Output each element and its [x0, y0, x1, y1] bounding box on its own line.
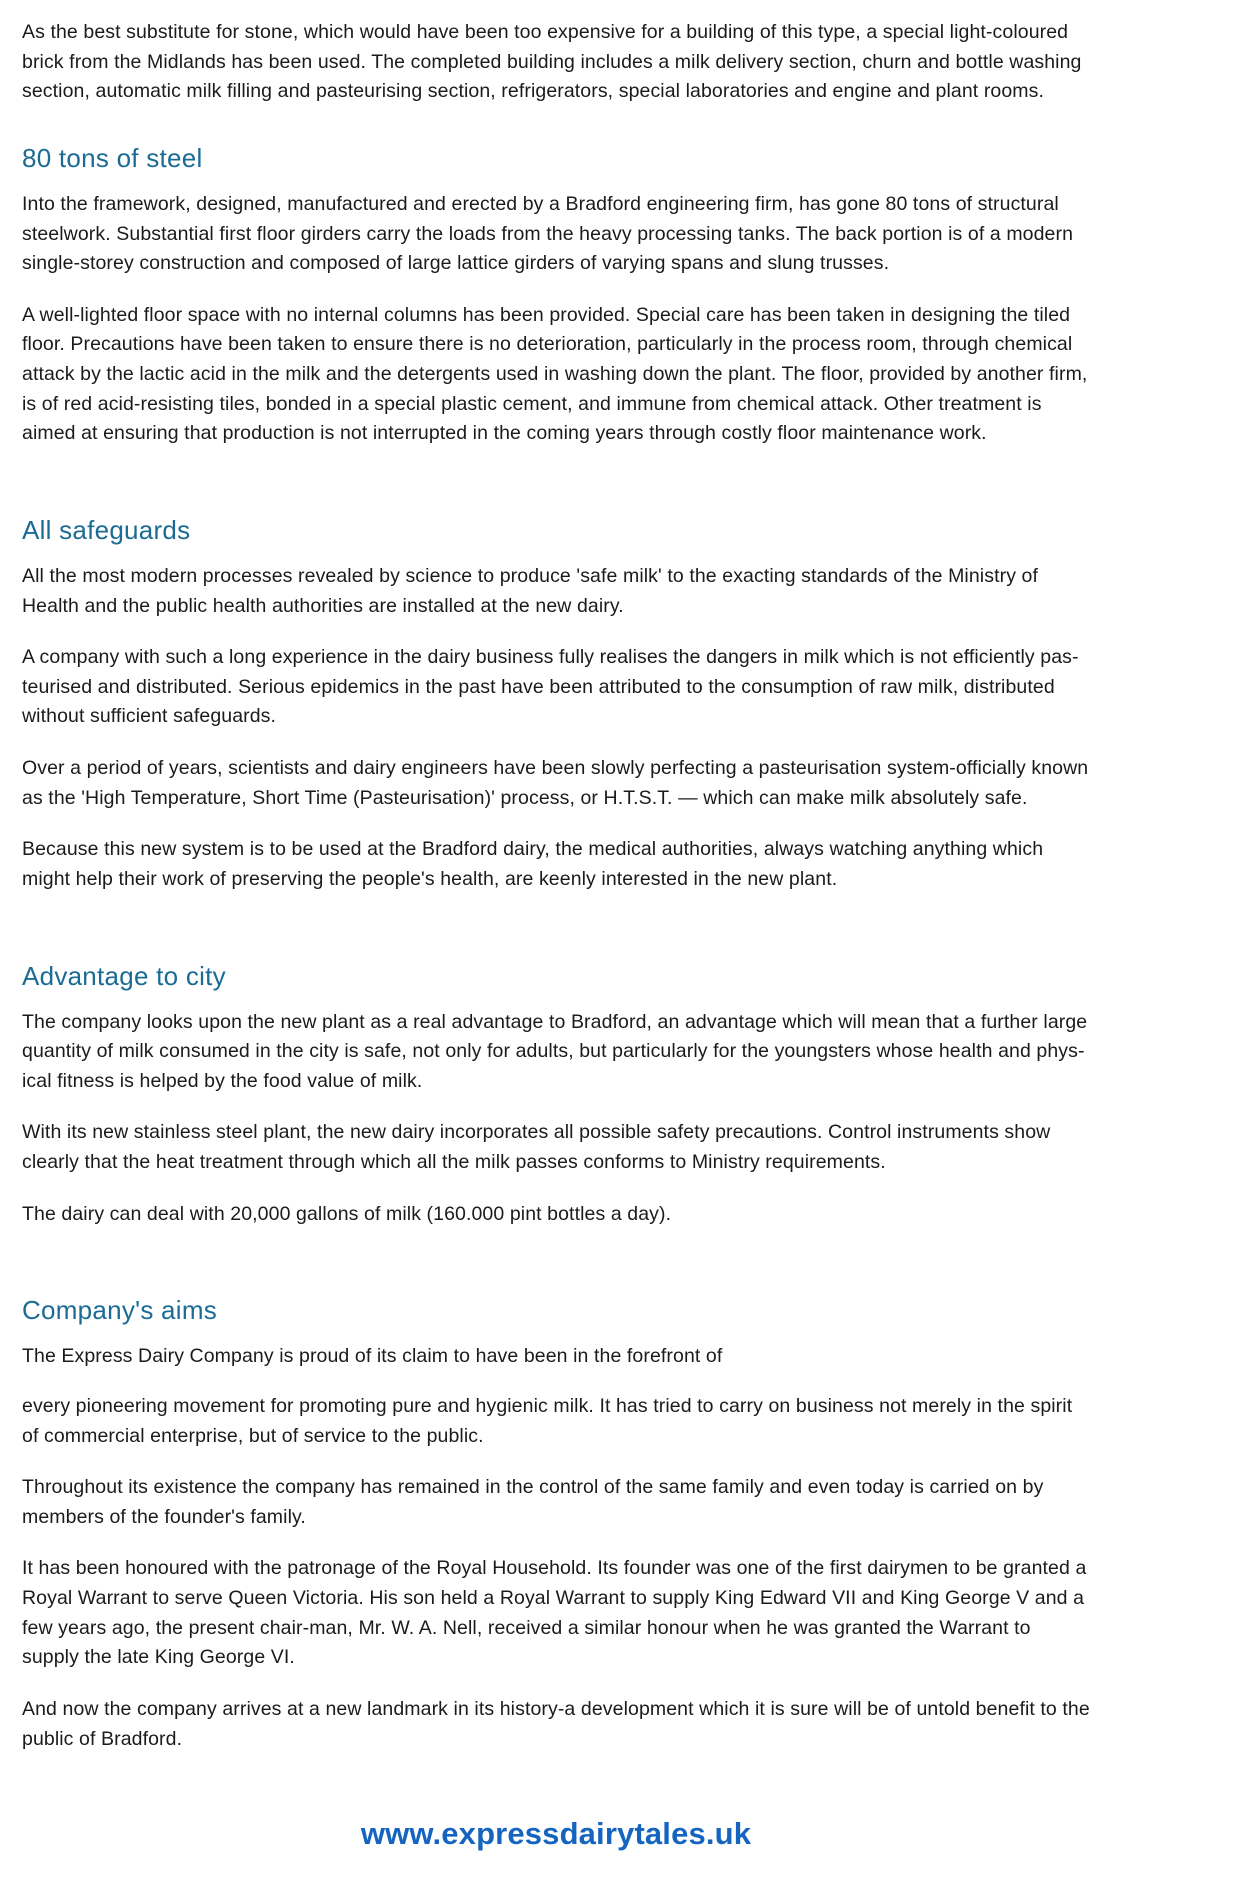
- advantage-paragraph-3: The dairy can deal with 20,000 gallons of milk (160.000 pint bottles a day).: [22, 1202, 672, 1225]
- aims-paragraph-3: Throughout its existence the company has remained in the control of the same family and even today is carried on by members of the founder's family.: [22, 1476, 1044, 1528]
- website-footer-link[interactable]: www.expressdairytales.uk: [360, 1816, 752, 1852]
- heading-all-safeguards: All safeguards: [22, 514, 191, 545]
- advantage-paragraph-2: With its new stainless steel plant, the new dairy incorporates all possible safety precautions. Control instruments show clearly that the heat treatment through which all the milk passes conforms to Ministry requirements.: [22, 1121, 1051, 1173]
- heading-companys-aims: Company's aims: [22, 1295, 217, 1326]
- aims-paragraph-2: every pioneering movement for promoting pure and hygienic milk. It has tried to carry on business not merely in the spirit of commercial enterprise, but of service to the public.: [22, 1394, 1073, 1447]
- section-spacer: [22, 471, 1090, 481]
- section-spacer: [22, 1251, 1090, 1261]
- steel-paragraph-2: A well-lighted floor space with no internal columns has been provided. Special care has been taken in designing the tiled floor. Precautions have been taken to ensure there is no deterioration, particularly in the process room, through chemical attack by the lactic acid in the milk and the detergents used in washing down the plant. The floor, provided by another firm, is of red acid-resisting tiles, bonded in a special plastic cement, and immune from chemical attack. Other treatment is aimed at ensuring that production is not interrupted in the coming years through costly floor maintenance work.: [22, 303, 1088, 445]
- intro-paragraph: As the best substitute for stone, which would have been too expensive for a building of this type, a special light-coloured brick from the Midlands has been used. The completed building includes a milk delivery section, churn and bottle washing section, automatic milk filling and pasteurising section, refrigerators, special laboratories and engine and plant rooms.: [22, 21, 1082, 103]
- safeguards-paragraph-3: Over a period of years, scientists and dairy engineers have been slowly perfecting a pasteurisation system-officially known as the 'High Temperature, Short Time (Pasteurisation)' process, or H.T.S.T. — which can make milk absolutely safe.: [22, 757, 1089, 809]
- heading-advantage-to-city: Advantage to city: [22, 960, 226, 991]
- section-spacer: [22, 917, 1090, 927]
- aims-paragraph-1: The Express Dairy Company is proud of its claim to have been in the forefront of: [22, 1345, 723, 1368]
- aims-paragraph-5: And now the company arrives at a new landmark in its history-a development which it is sure will be of untold benefit to the public of Bradford.: [22, 1697, 1090, 1750]
- aims-paragraph-4: It has been honoured with the patronage of the Royal Household. Its founder was one of the first dairymen to be granted a Royal Warrant to serve Queen Victoria. His son held a Royal Warrant to supply King Edward VII and King George V and a few years ago, the present chair-man, Mr. W. A. Nell, received a similar honour when he was granted the Warrant to supply the late King George VI.: [22, 1557, 1087, 1669]
- advantage-paragraph-1: The company looks upon the new plant as a real advantage to Bradford, an advantage which will mean that a further large quantity of milk consumed in the city is safe, not only for adults, but particularly for the youngsters whose health and phys-ical fitness is helped by the food value of milk.: [22, 1010, 1088, 1092]
- safeguards-paragraph-2: A company with such a long experience in the dairy business fully realises the dangers in milk which is not efficiently pas-teurised and distributed. Serious epidemics in the past have been attributed to the consumption of raw milk, distributed without sufficient safeguards.: [22, 646, 1079, 728]
- heading-80-tons-of-steel: 80 tons of steel: [22, 142, 203, 173]
- steel-paragraph-1: Into the framework, designed, manufactured and erected by a Bradford engineering firm, has gone 80 tons of structural steelwork. Substantial first floor girders carry the loads from the heavy processing tanks. The back portion is of a modern single-storey construction and composed of large lattice girders of varying spans and slung trusses.: [22, 192, 1074, 275]
- safeguards-paragraph-4: Because this new system is to be used at the Bradford dairy, the medical authorities, always watching anything which might help their work of preserving the people's health, are keenly interested in the new plant.: [22, 838, 1044, 890]
- safeguards-paragraph-1: All the most modern processes revealed by science to produce 'safe milk' to the exacting standards of the Ministry of Health and the public health authorities are installed at the new dairy.: [22, 564, 1039, 617]
